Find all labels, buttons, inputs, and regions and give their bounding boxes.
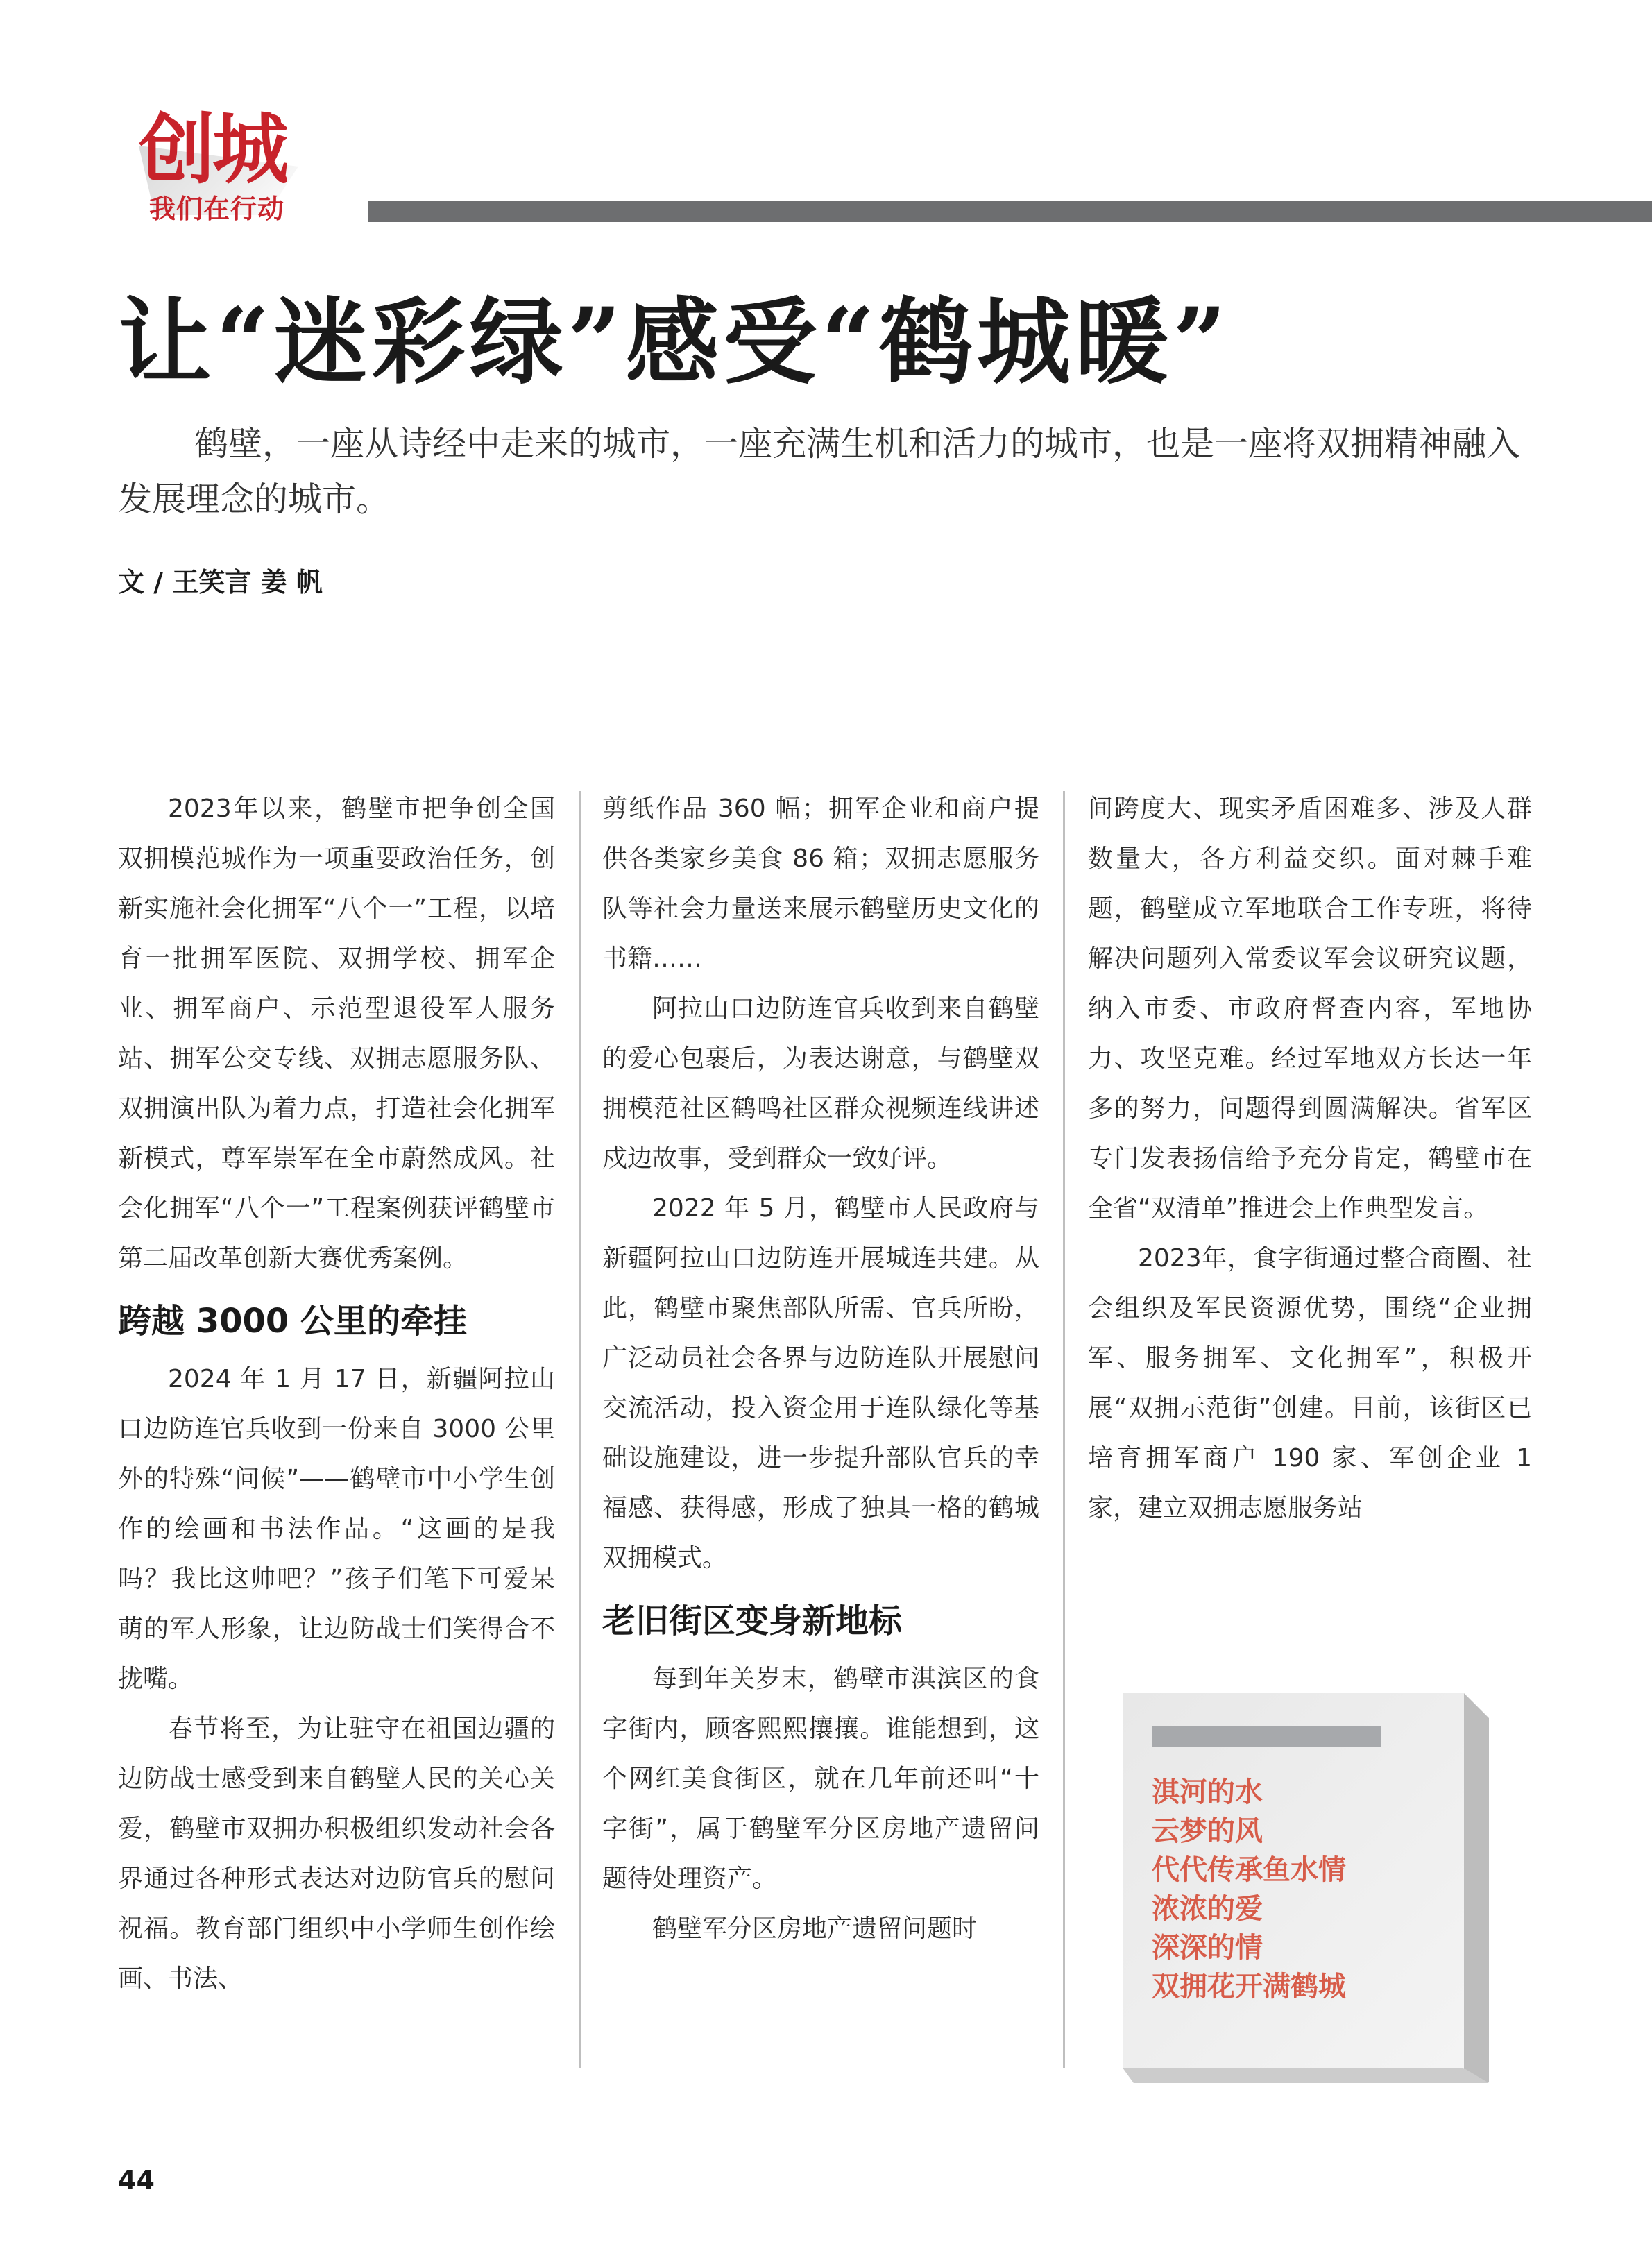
column-3: [1088, 784, 1532, 1534]
paragraph: 2023年，食字街通过整合商圈、社会组织及军民资源优势，围绕“企业拥军、服务拥军、文化拥军”，积极开展“双拥示范街”创建。目前，该街区已培育拥军商户 190 家、军创企业 1 家，建立双拥志愿服务站: [1088, 1244, 1532, 1522]
byline: 文 / 王笑言 姜 帆: [118, 567, 323, 597]
header-rule: [368, 201, 1652, 222]
column-divider: [1063, 791, 1065, 2068]
pullquote-line: 双拥花开满鹤城: [1152, 1971, 1346, 2003]
paragraph: 2022 年 5 月，鹤壁市人民政府与新疆阿拉山口边防连开展城连共建。从此，鹤壁市聚焦部队所需、官兵所盼，广泛动员社会各界与边防连队开展慰问交流活动，投入资金用于连队绿化等基础设施建设，进一步提升部队官兵的幸福感、获得感，形成了独具一格的鹤城双拥模式。: [602, 1194, 1039, 1572]
pullquote-line: 深深的情: [1152, 1932, 1263, 1964]
pullquote-line: 代代传承鱼水情: [1152, 1854, 1346, 1886]
paragraph: 间跨度大、现实矛盾困难多、涉及人群数量大，各方利益交织。面对棘手难题，鹤壁成立军地联合工作专班，将待解决问题列入常委议军会议研究议题，纳入市委、市政府督查内容，军地协力、攻坚克难。经过军地双方长达一年多的努力，问题得到圆满解决。省军区专门发表扬信给予充分肯定，鹤壁市在全省“双清单”推进会上作典型发言。: [1088, 795, 1532, 1223]
column-1: [118, 784, 555, 2004]
paragraph: 剪纸作品 360 幅；拥军企业和商户提供各类家乡美食 86 箱；双拥志愿服务队等社会力量送来展示鹤壁历史文化的书籍……: [602, 795, 1039, 973]
article-lead: 鹤壁，一座从诗经中走来的城市，一座充满生机和活力的城市，也是一座将双拥精神融入发展理念的城市。: [118, 424, 1521, 519]
pullquote-line: 云梦的风: [1152, 1815, 1263, 1847]
pullquote-line: 淇河的水: [1152, 1776, 1263, 1808]
paragraph: 阿拉山口边防连官兵收到来自鹤壁的爱心包裹后，为表达谢意，与鹤壁双拥模范社区鹤鸣社区群众视频连线讲述戍边故事，受到群众一致好评。: [602, 994, 1039, 1173]
logo-sub-text: 我们在行动: [149, 194, 285, 224]
section-heading: 老旧街区变身新地标: [602, 1602, 903, 1640]
pullquote-bar: [1152, 1726, 1381, 1747]
paragraph: 鹤壁军分区房地产遗留问题时: [652, 1914, 978, 1943]
pullquote-box-bottom: [1123, 2068, 1489, 2083]
pullquote-box-side: [1464, 1693, 1489, 2082]
pullquote-text: [1152, 1773, 1346, 2006]
article-title: 让“迷彩绿”感受“鹤城暖”: [118, 287, 1231, 397]
logo-main-text: 创城: [139, 105, 286, 194]
column-divider: [579, 791, 581, 2068]
paragraph: 2023年以来，鹤壁市把争创全国双拥模范城作为一项重要政治任务，创新实施社会化拥军“八个一”工程，以培育一批拥军医院、双拥学校、拥军企业、拥军商户、示范型退役军人服务站、拥军公交专线、双拥志愿服务队、双拥演出队为着力点，打造社会化拥军新模式，尊军崇军在全市蔚然成风。社会化拥军“八个一”工程案例获评鹤壁市第二届改革创新大赛优秀案例。: [118, 795, 555, 1273]
paragraph: 每到年关岁末，鹤壁市淇滨区的食字街内，顾客熙熙攘攘。谁能想到，这个网红美食街区，就在几年前还叫“十字街”，属于鹤壁军分区房地产遗留问题待处理资产。: [602, 1665, 1039, 1893]
pullquote-line: 浓浓的爱: [1152, 1893, 1263, 1925]
section-logo: [118, 104, 340, 222]
page-number: 44: [118, 2165, 155, 2196]
paragraph: 春节将至，为让驻守在祖国边疆的边防战士感受到来自鹤壁人民的关心关爱，鹤壁市双拥办积极组织发动社会各界通过各种形式表达对边防官兵的慰问祝福。教育部门组织中小学师生创作绘画、书法、: [118, 1715, 555, 1993]
paragraph: 2024 年 1 月 17 日，新疆阿拉山口边防连官兵收到一份来自 3000 公里外的特殊“问候”——鹤壁市中小学生创作的绘画和书法作品。“这画的是我吗？我比这帅吧？”孩子们笔下可爱呆萌的军人形象，让边防战士们笑得合不拢嘴。: [118, 1365, 555, 1693]
column-2: [602, 784, 1039, 1954]
section-heading: 跨越 3000 公里的牵挂: [118, 1302, 468, 1341]
